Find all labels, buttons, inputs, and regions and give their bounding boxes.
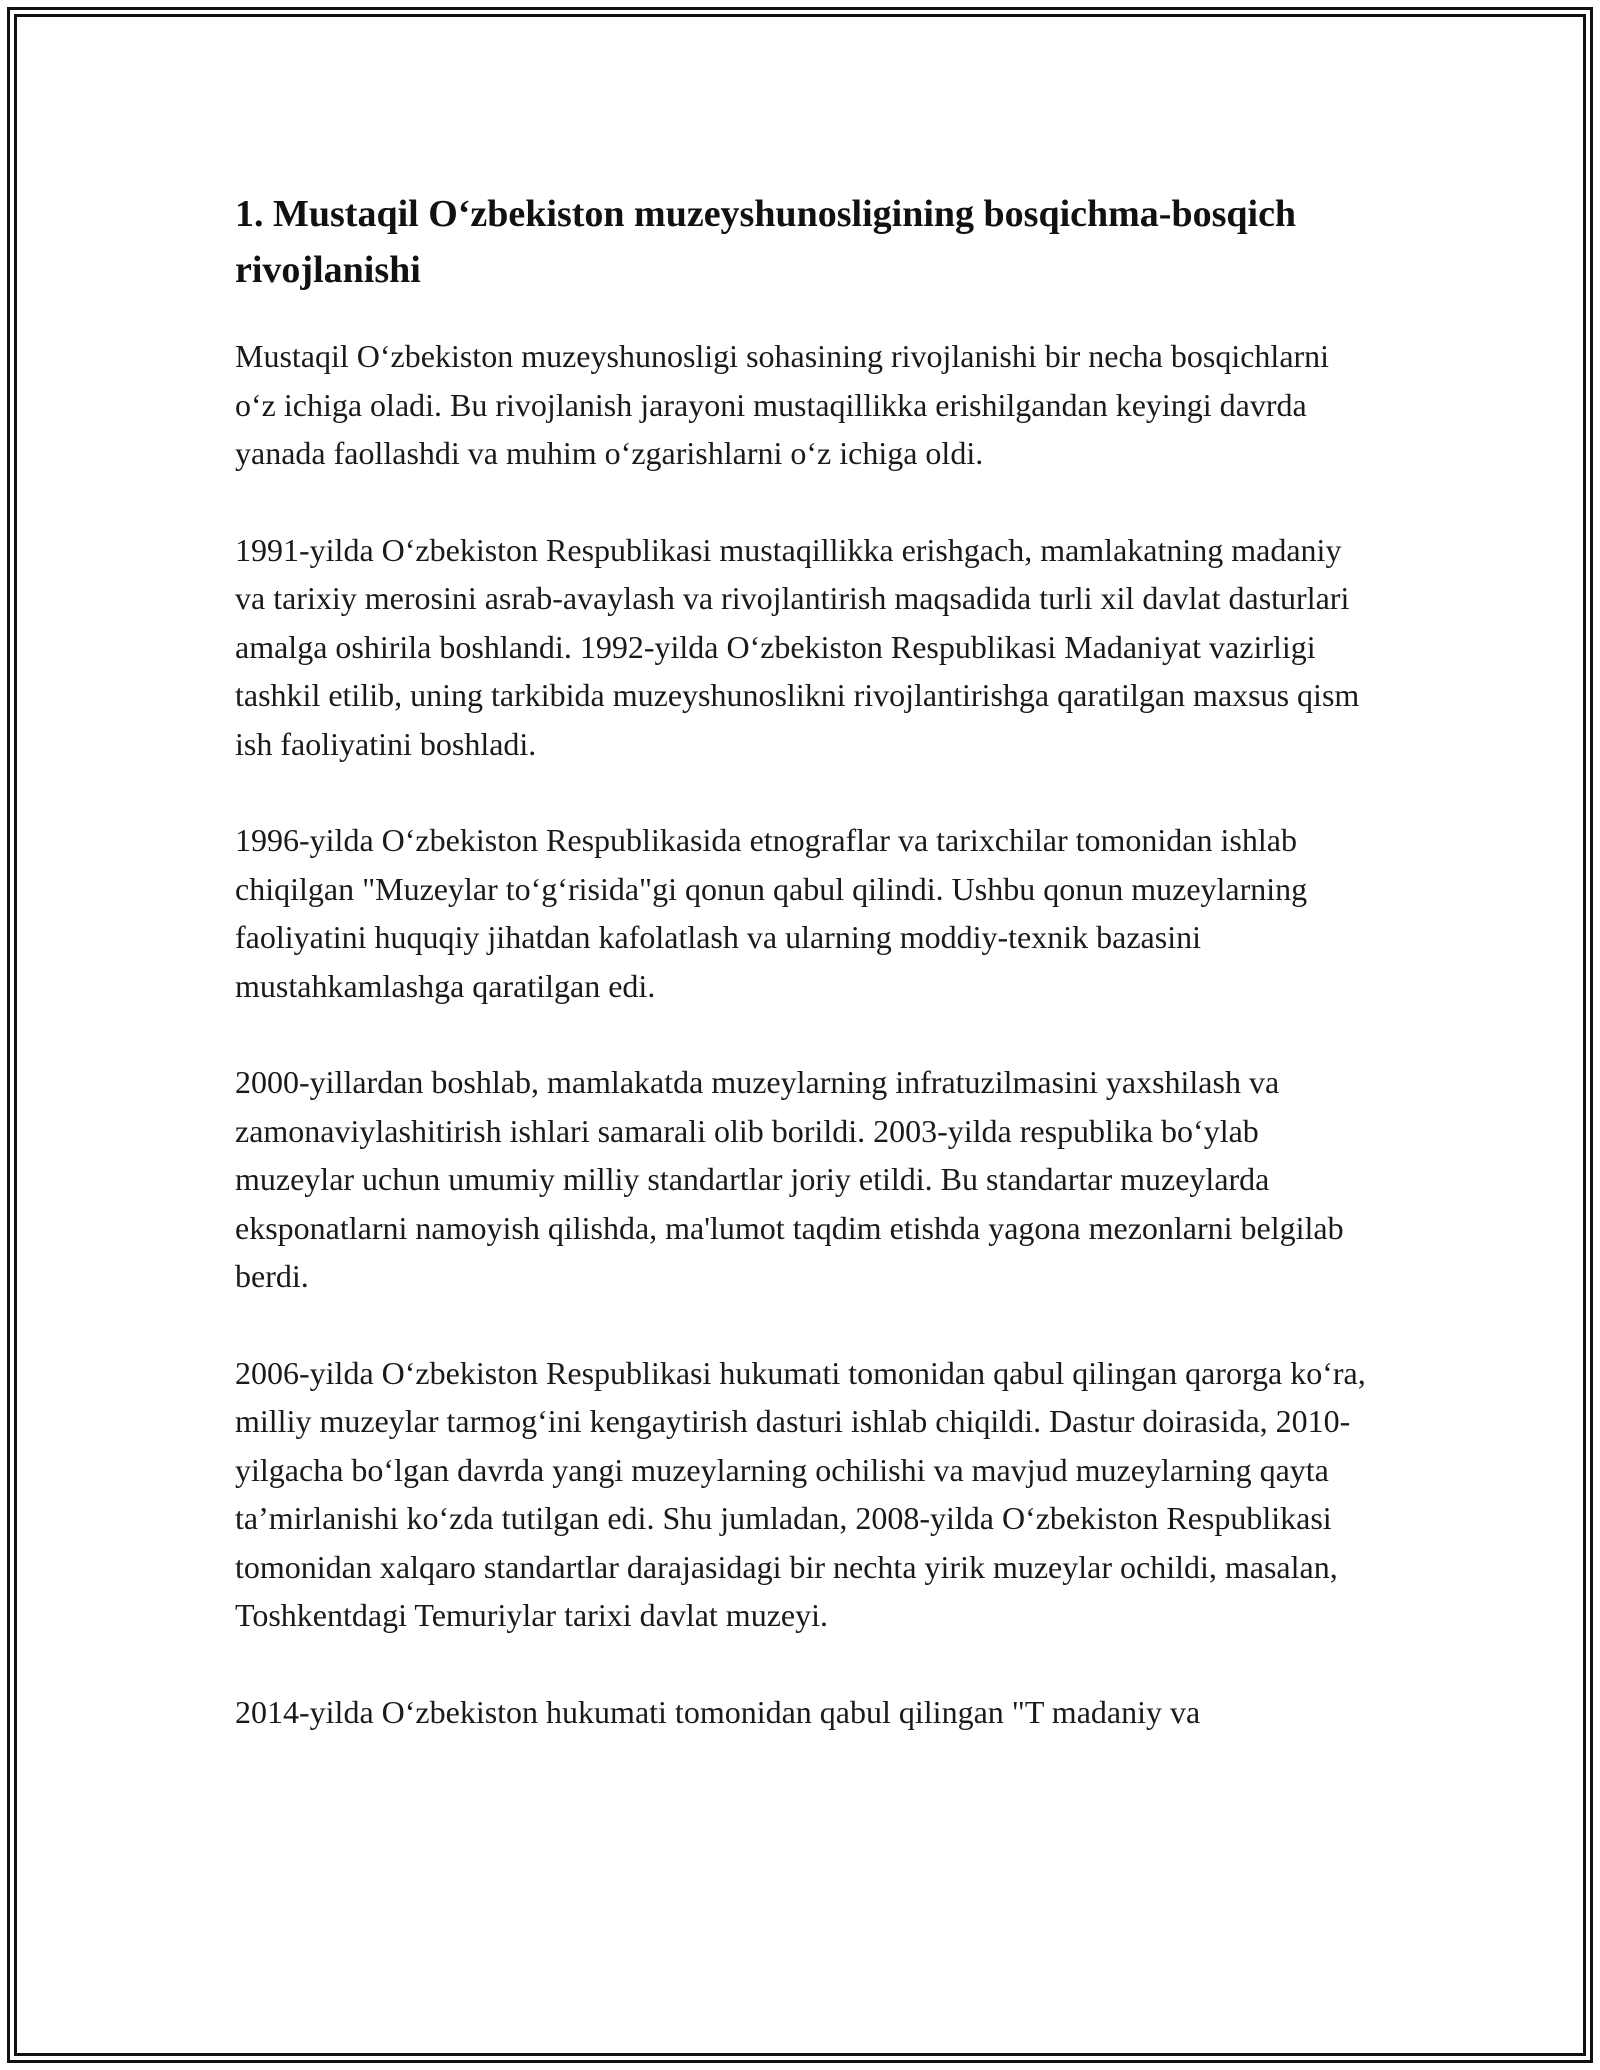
paragraph-2000: 2000-yillardan boshlab, mamlakatda muzeylarning infratuzilmasini yaxshilash va zamonaviylashitirish ishlari samarali olib borildi. 2003-yilda respublika bo‘ylab muzeylar uchun umumiy milliy standartlar joriy etildi. Bu standartar muzeylarda eksponatlarni namoyish qilishda, ma'lumot taqdim etishda yagona mezonlarni belgilab berdi. <box>235 1064 1344 1294</box>
section-title: 1. Mustaqil O‘zbekiston muzeyshunosligining bosqichma-bosqich rivojlanishi <box>235 193 1297 291</box>
paragraph-1996: 1996-yilda O‘zbekiston Respublikasida etnograflar va tarixchilar tomonidan ishlab chiqilgan "Muzeylar to‘g‘risida"gi qonun qabul qilindi. Ushbu qonun muzeylarning faoliyatini huquqiy jihatdan kafolatlash va ularning moddiy-texnik bazasini mustahkamlashga qaratilgan edi. <box>235 822 1308 1004</box>
paragraph-2006: 2006-yilda O‘zbekiston Respublikasi hukumati tomonidan qabul qilingan qarorga ko‘ra, milliy muzeylar tarmog‘ini kengaytirish dasturi ishlab chiqildi. Dastur doirasida, 2010-yilgacha bo‘lgan davrda yangi muzeylarning ochilishi va mavjud muzeylarning qayta ta’mirlanishi ko‘zda tutilgan edi. Shu jumladan, 2008-yilda O‘zbekiston Respublikasi tomonidan xalqaro standartlar darajasidagi bir nechta yirik muzeylar ochildi, masalan, Toshkentdagi Temuriylar tarixi davlat muzeyi. <box>235 1354 1366 1633</box>
paragraph-1991: 1991-yilda O‘zbekiston Respublikasi mustaqillikka erishgach, mamlakatning madaniy va tarixiy merosini asrab-avaylash va rivojlantirish maqsadida turli xil davlat dasturlari amalga oshirila boshlandi. 1992-yilda O‘zbekiston Respublikasi Madaniyat vazirligi tashkil etilib, uning tarkibida muzeyshunoslikni rivojlantirishga qaratilgan maxsus qism ish faoliyatini boshladi. <box>235 531 1360 762</box>
paragraph-intro: Mustaqil O‘zbekiston muzeyshunosligi sohasining rivojlanishi bir necha bosqichlarni o‘z ichiga oladi. Bu rivojlanish jarayoni mustaqillikka erishilgandan keyingi davrda yanada faollashdi va muhim o‘zgarishlarni o‘z ichiga oldi. <box>235 338 1330 471</box>
document-body <box>235 186 1375 1784</box>
paragraph-2014: 2014-yilda O‘zbekiston hukumati tomonidan qabul qilingan "T madaniy va <box>235 1693 1201 1730</box>
